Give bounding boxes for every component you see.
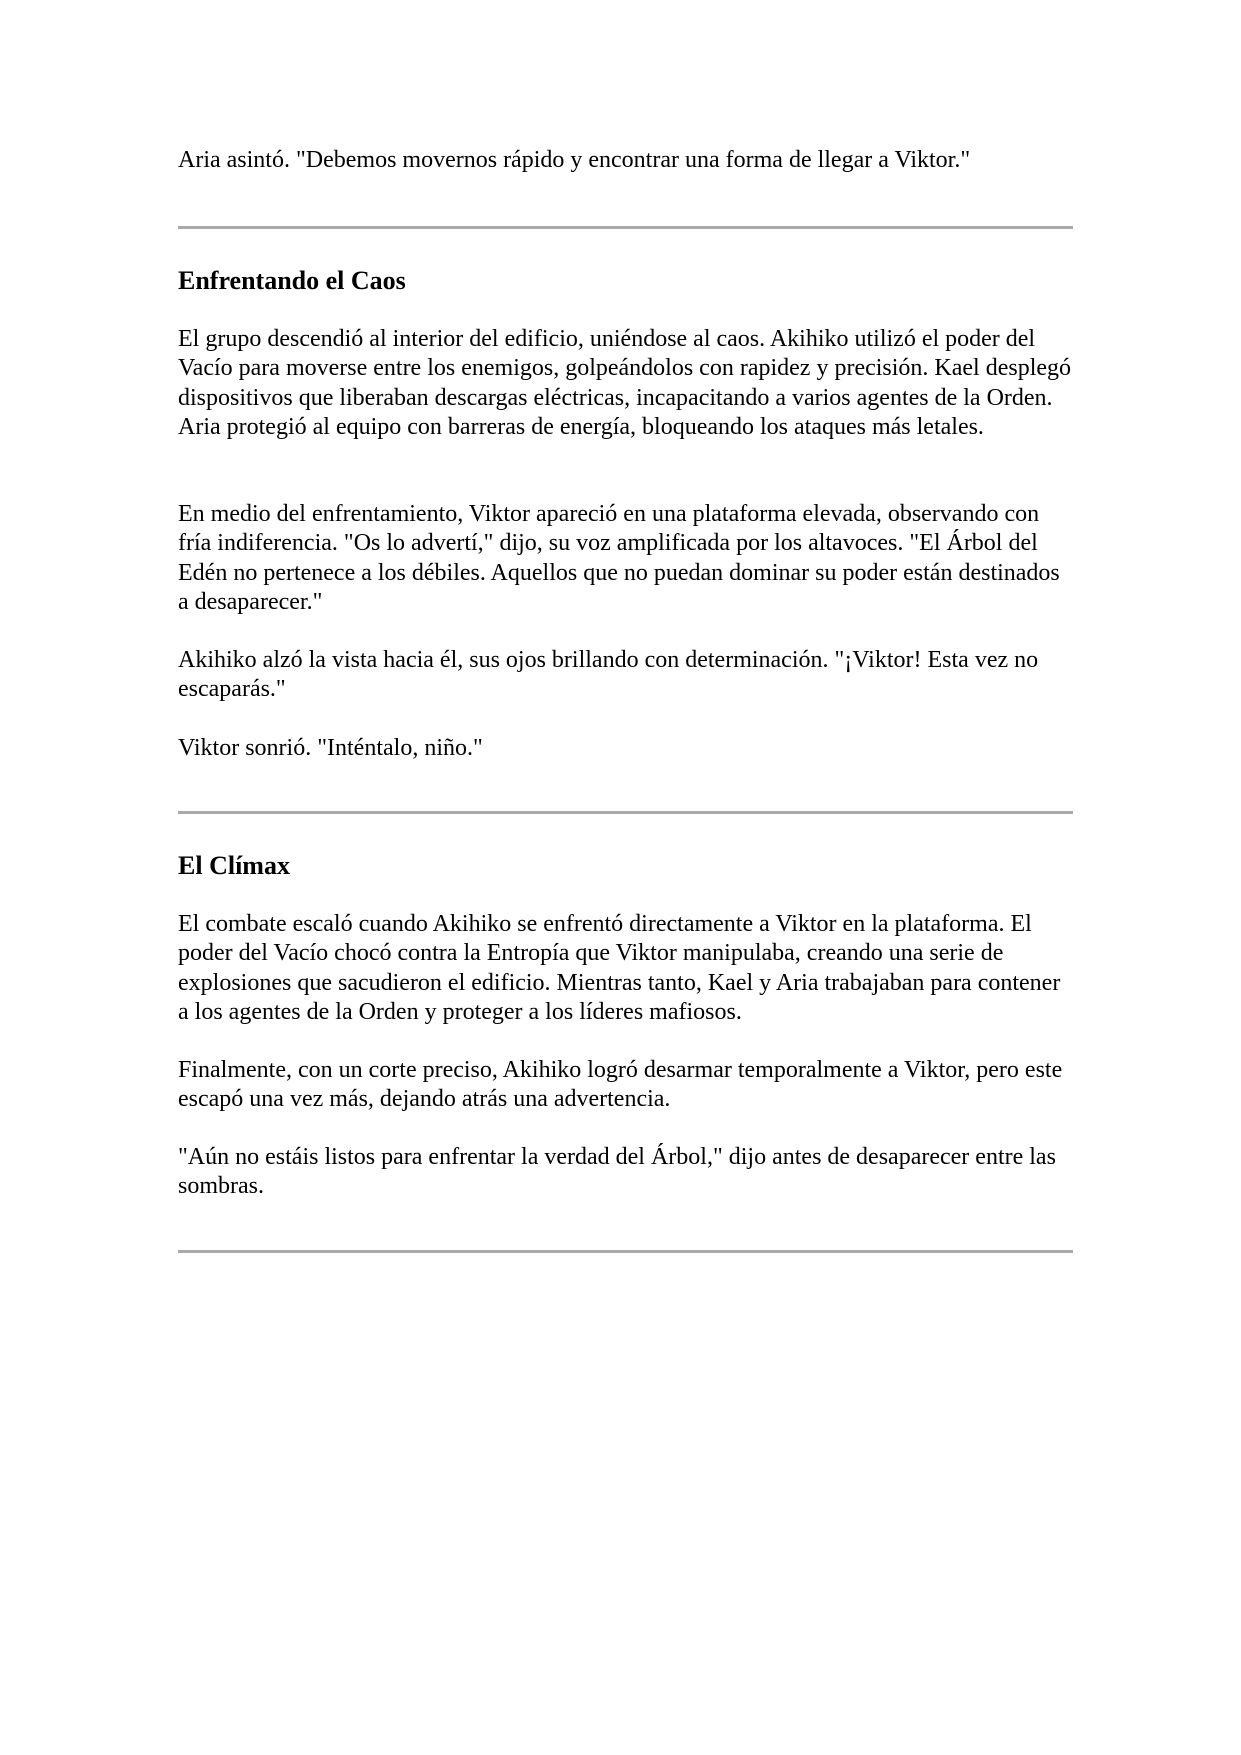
paragraph: En medio del enfrentamiento, Viktor apareció en una plataforma elevada, observando con fría indiferencia. "Os lo advertí," dijo, su voz amplificada por los altavoces. "El Árbol del Edén no pertenece a los débiles. Aquellos que no puedan dominar su poder están destinados a desaparecer." xyxy=(178,501,1060,615)
divider xyxy=(178,226,1073,229)
section-title: Enfrentando el Caos xyxy=(178,266,406,295)
section-title: El Clímax xyxy=(178,851,290,880)
paragraph: Akihiko alzó la vista hacia él, sus ojos brillando con determinación. "¡Viktor! Esta vez no escaparás." xyxy=(178,647,1039,703)
paragraph: Aria asintó. "Debemos movernos rápido y encontrar una forma de llegar a Viktor." xyxy=(178,147,971,173)
paragraph: El grupo descendió al interior del edificio, uniéndose al caos. Akihiko utilizó el poder del Vacío para moverse entre los enemigos, golpeándolos con rapidez y precisión. Kael desplegó dispositivos que liberaban descargas eléctricas, incapacitando a varios agentes de la Orden. Aria protegió al equipo con barreras de energía, bloqueando los ataques más letales. xyxy=(178,326,1072,440)
divider xyxy=(178,811,1073,814)
paragraph: "Aún no estáis listos para enfrentar la verdad del Árbol," dijo antes de desaparecer entre las sombras. xyxy=(178,1144,1056,1200)
paragraph: El combate escaló cuando Akihiko se enfrentó directamente a Viktor en la plataforma. El poder del Vacío chocó contra la Entropía que Viktor manipulaba, creando una serie de explosiones que sacudieron el edificio. Mientras tanto, Kael y Aria trabajaban para contener a los agentes de la Orden y proteger a los líderes mafiosos. xyxy=(178,911,1061,1025)
divider xyxy=(178,1250,1073,1253)
paragraph: Finalmente, con un corte preciso, Akihiko logró desarmar temporalmente a Viktor, pero este escapó una vez más, dejando atrás una advertencia. xyxy=(178,1057,1063,1113)
paragraph: Viktor sonrió. "Inténtalo, niño." xyxy=(178,735,483,761)
